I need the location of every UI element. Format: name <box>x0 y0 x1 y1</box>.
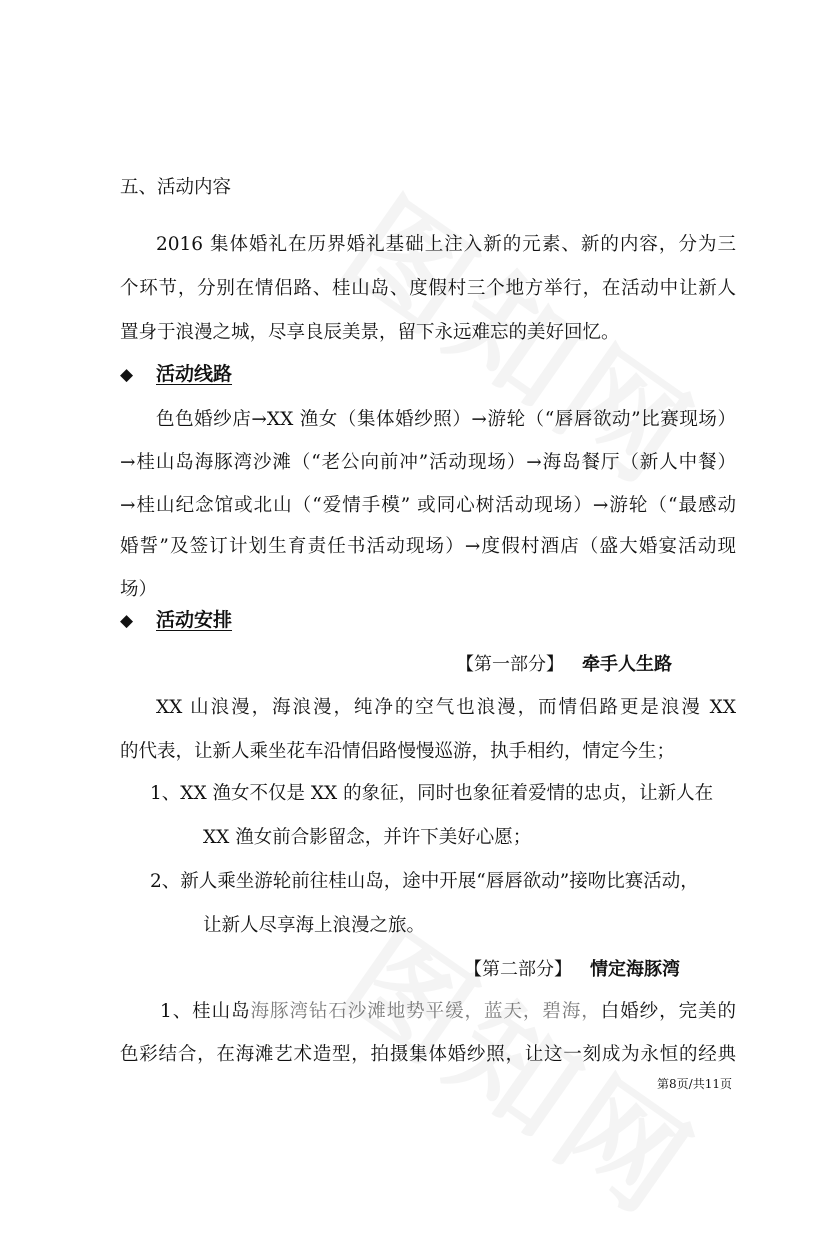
route-line: →桂山岛海豚湾沙滩（“老公向前冲”活动现场）→海岛餐厅（新人中餐） <box>120 452 736 473</box>
schedule-heading-text: 活动安排 <box>156 609 233 631</box>
intro-line: 置身于浪漫之城，尽享良辰美景，留下永远难忘的美好回忆。 <box>120 322 620 343</box>
part1-item1-line: XX 渔女前合影留念，并许下美好心愿； <box>203 827 532 848</box>
part1-item2-line: 2、新人乘坐游轮前往桂山岛，途中开展“唇唇欲动”接吻比赛活动， <box>150 871 699 892</box>
intro-line: 2016 集体婚礼在历界婚礼基础上注入新的元素、新的内容，分为三 <box>156 234 736 255</box>
route-heading <box>120 359 232 386</box>
intro-line: 个环节，分别在情侣路、桂山岛、度假村三个地方举行，在活动中让新人 <box>120 278 736 299</box>
part1-title <box>456 650 672 676</box>
part2-label: 【第二部分】 <box>464 959 572 980</box>
route-line: 场） <box>120 579 158 600</box>
route-line: 色色婚纱店→XX 渔女（集体婚纱照）→游轮（“唇唇欲动”比赛现场） <box>156 409 736 430</box>
diamond-bullet-icon: ◆ <box>120 611 134 631</box>
route-line: 婚誓”及签订计划生育责任书活动现场）→度假村酒店（盛大婚宴活动现 <box>120 536 736 557</box>
diamond-bullet-icon: ◆ <box>120 365 134 385</box>
part1-item2-line: 让新人尽享海上浪漫之旅。 <box>203 915 426 936</box>
part2-line: 1、桂山岛海豚湾钻石沙滩地势平缓，蓝天，碧海，白婚纱，完美的 <box>160 1001 736 1022</box>
schedule-heading <box>120 605 232 632</box>
page-number: 第8页/共11页 <box>657 1077 732 1091</box>
route-heading-text: 活动线路 <box>156 363 233 385</box>
part2-title <box>464 955 680 981</box>
part2-name: 情定海豚湾 <box>590 959 680 980</box>
part1-intro-line: 的代表，让新人乘坐花车沿情侣路慢慢巡游，执手相约，情定今生； <box>120 741 676 762</box>
section-title: 五、活动内容 <box>120 177 232 198</box>
route-line: →桂山纪念馆或北山（“爱情手模” 或同心树活动现场）→游轮（“最感动 <box>120 495 736 516</box>
part1-label: 【第一部分】 <box>456 654 564 675</box>
part1-name: 牵手人生路 <box>582 654 672 675</box>
part1-intro-line: XX 山浪漫，海浪漫，纯净的空气也浪漫，而情侣路更是浪漫 XX <box>156 697 736 718</box>
part2-line: 色彩结合，在海滩艺术造型，拍摄集体婚纱照，让这一刻成为永恒的经典 <box>120 1044 736 1065</box>
part1-item1-line: 1、XX 渔女不仅是 XX 的象征，同时也象征着爱情的忠贞，让新人在 <box>150 783 714 804</box>
